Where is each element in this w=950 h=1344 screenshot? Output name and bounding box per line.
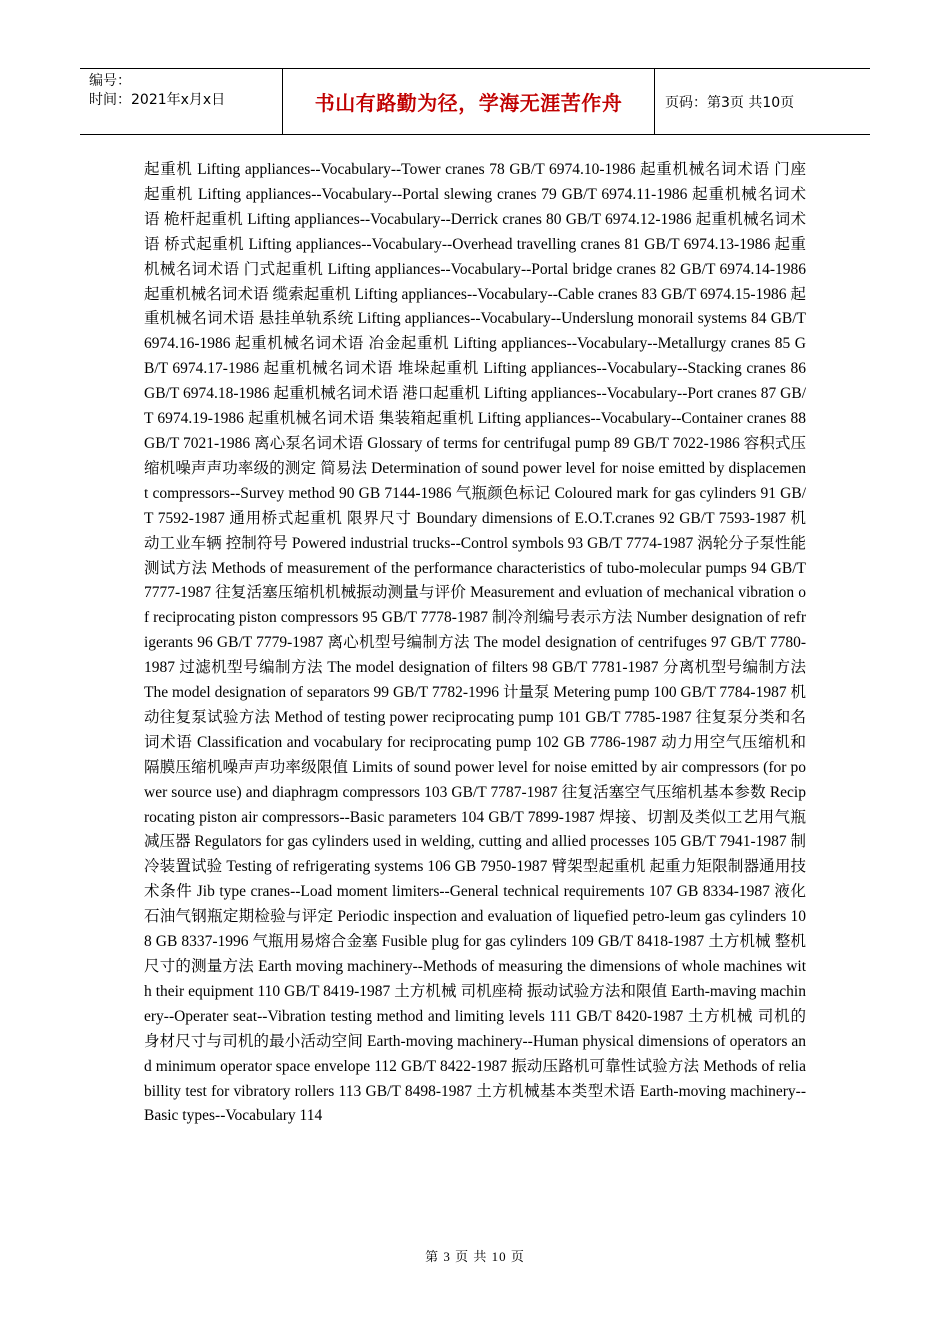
document-code-label: 编号： (89, 73, 131, 89)
document-date: 时间：2021年x月x日 (89, 92, 226, 108)
page-header (80, 68, 870, 135)
body-paragraph: 起重机 Lifting appliances--Vocabulary--Tower cranes 78 GB/T 6974.10-1986 起重机械名词术语 门座起重机 Lifting appliances--Vocabulary--Portal slewing cranes 79 GB/T 6974.11-1986 起重机械名词术语 桅杆起重机 Lifting appliances--Vocabulary--Derrick cranes 80 GB/T 6974.12-1986 起重机械名词术语 桥式起重机 Lifting appliances--Vocabulary--Overhead travelling cranes 81 GB/T 6974.13-1986 起重机械名词术语 门式起重机 Lifting appliances--Vocabulary--Portal bridge cranes 82 GB/T 6974.14-1986 起重机械名词术语 缆索起重机 Lifting appliances--Vocabulary--Cable cranes 83 GB/T 6974.15-1986 起重机械名词术语 悬挂单轨系统 Lifting appliances--Vocabulary--Underslung monorail systems 84 GB/T 6974.16-1986 起重机械名词术语 冶金起重机 Lifting appliances--Vocabulary--Metallurgy cranes 85 GB/T 6974.17-1986 起重机械名词术语 堆垛起重机 Lifting appliances--Vocabulary--Stacking cranes 86 GB/T 6974.18-1986 起重机械名词术语 港口起重机 Lifting appliances--Vocabulary--Port cranes 87 GB/T 6974.19-1986 起重机械名词术语 集装箱起重机 Lifting appliances--Vocabulary--Container cranes 88 GB/T 7021-1986 离心泵名词术语 Glossary of terms for centrifugal pump 89 GB/T 7022-1986 容积式压缩机噪声声功率级的测定 简易法 Determination of sound power level for noise emitted by displacement compressors--Survey method 90 GB 7144-1986 气瓶颜色标记 Coloured mark for gas cylinders 91 GB/T 7592-1987 通用桥式起重机 限界尺寸 Boundary dimensions of E.O.T.cranes 92 GB/T 7593-1987 机动工业车辆 控制符号 Powered industrial trucks--Control symbols 93 GB/T 7774-1987 涡轮分子泵性能测试方法 Methods of measurement of the performance characteristics of tubo-molecular pumps 94 GB/T 7777-1987 往复活塞压缩机机械振动测量与评价 Measurement and evluation of mechanical vibration of reciprocating piston compressors 95 GB/T 7778-1987 制冷剂编号表示方法 Number designation of refrigerants 96 GB/T 7779-1987 离心机型号编制方法 The model designation of centrifuges 97 GB/T 7780-1987 过滤机型号编制方法 The model designation of filters 98 GB/T 7781-1987 分离机型号编制方法 The model designation of separators 99 GB/T 7782-1996 计量泵 Metering pump 100 GB/T 7784-1987 机动往复泵试验方法 Method of testing power reciprocating pump 101 GB/T 7785-1987 往复泵分类和名词术语 Classification and vocabulary for reciprocating pump 102 GB 7786-1987 动力用空气压缩机和隔膜压缩机噪声声功率级限值 Limits of sound power level for noise emitted by air compressors (for power source use) and diaphragm compressors 103 GB/T 7787-1987 往复活塞空气压缩机基本参数 Reciprocating piston air compressors--Basic parameters 104 GB/T 7899-1987 焊接、切割及类似工艺用气瓶减压器 Regulators for gas cylinders used in welding, cutting and allied processes 105 GB/T 7941-1987 制冷装置试验 Testing of refrigerating systems 106 GB 7950-1987 臂架型起重机 起重力矩限制器通用技术条件 Jib type cranes--Load moment limiters--General technical requirements 107 GB 8334-1987 液化石油气钢瓶定期检验与评定 Periodic inspection and evaluation of liquefied petro-leum gas cylinders 108 GB 8337-1996 气瓶用易熔合金塞 Fusible plug for gas cylinders 109 GB/T 8418-1987 土方机械 整机尺寸的测量方法 Earth moving machinery--Methods of measuring the dimensions of whole machines with their equipment 110 GB/T 8419-1987 土方机械 司机座椅 振动试验方法和限值 Earth-maving machinery--Operater seat--Vibration testing method and limiting levels 111 GB/T 8420-1987 土方机械 司机的身材尺寸与司机的最小活动空间 Earth-moving machinery--Human physical dimensions of operators and minimum operator space envelope 112 GB/T 8422-1987 振动压路机可靠性试验方法 Methods of reliabillity test for vibratory rollers 113 GB/T 8498-1987 土方机械基本类型术语 Earth-moving machinery--Basic types--Vocabulary 114 (144, 161, 806, 1125)
header-motto: 书山有路勤为径，学海无涯苦作舟 (283, 69, 655, 134)
page-footer: 第 3 页 共 10 页 (425, 1249, 525, 1264)
header-meta (80, 69, 283, 134)
header-page-info: 页码：第3页 共10页 (665, 94, 795, 111)
